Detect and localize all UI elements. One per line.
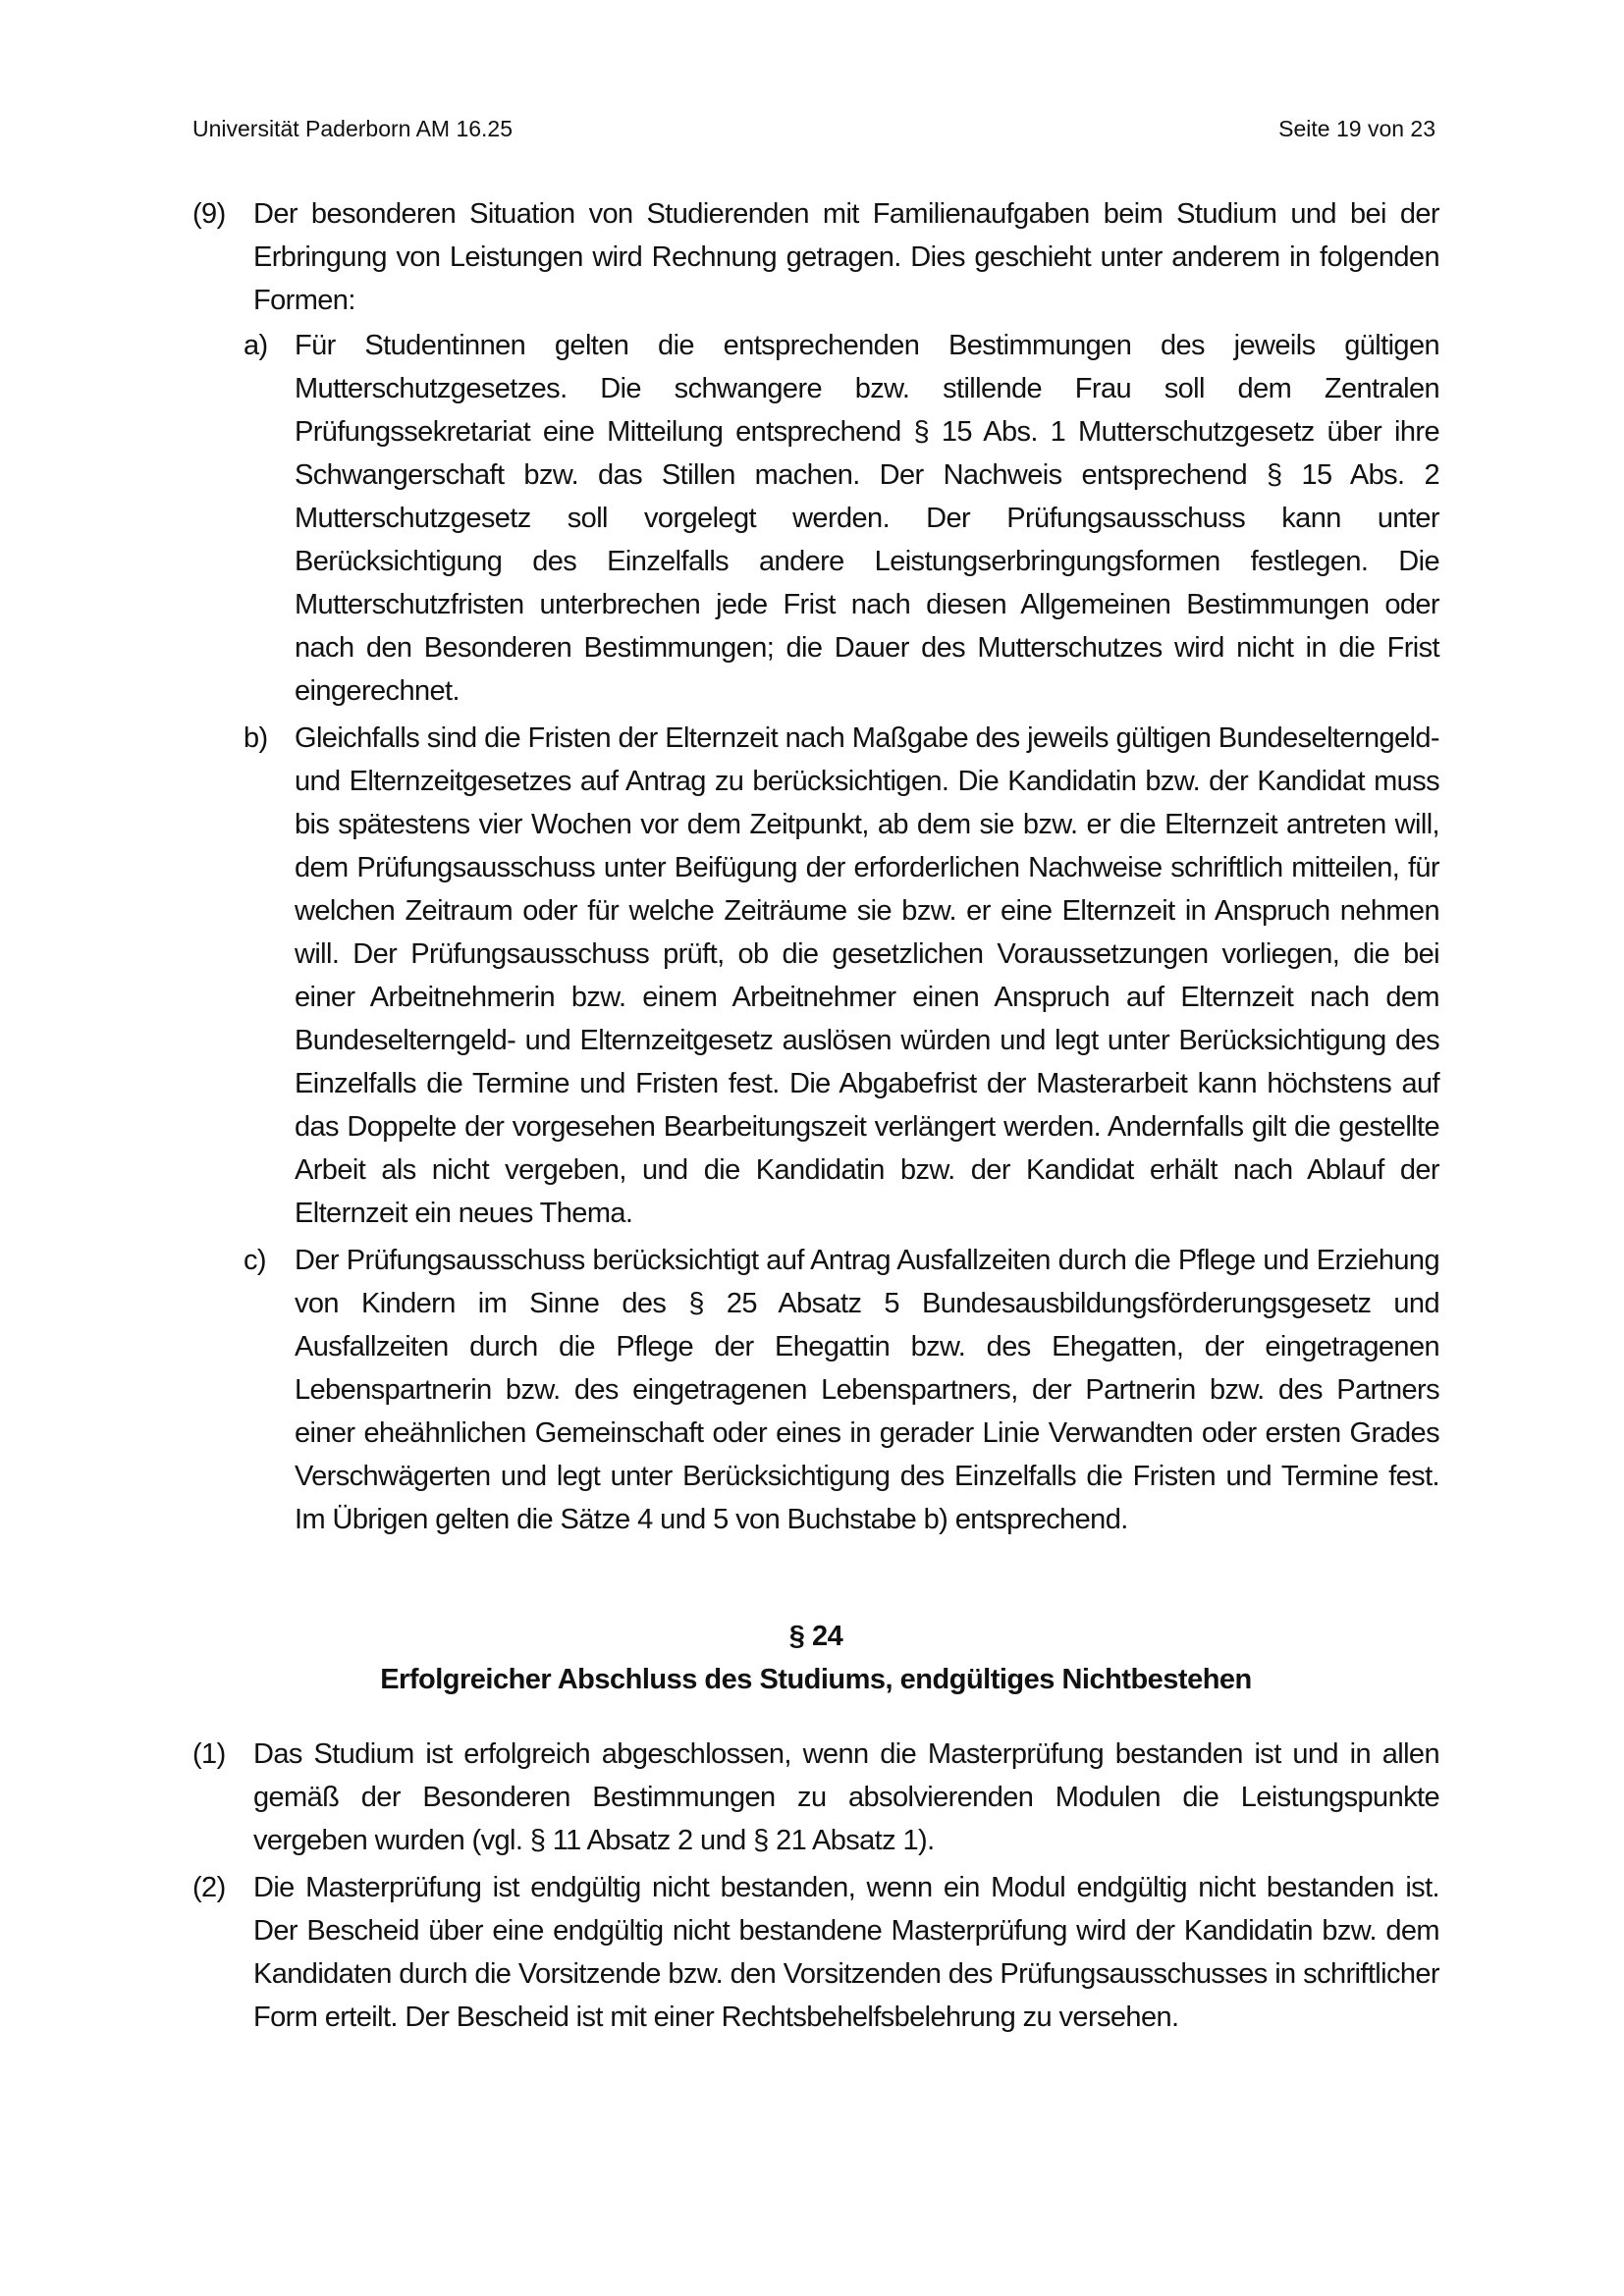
section-24-paragraph-2	[192, 1866, 1439, 2039]
section-24-paragraph-1	[192, 1733, 1439, 1862]
list-item-text: Der Prüfungsausschuss berücksichtigt auf Antrag Ausfallzeiten durch die Pflege und Erziehung von Kindern im Sinne des § 25 Absatz 5 Bundesausbildungsförderungsgesetz und Ausfallzeiten durch die Pflege der Ehegattin bzw. des Ehegatten, der eingetragenen Lebenspartnerin bzw. des eingetragenen Lebenspartners, der Partnerin bzw. des Partners einer eheähnlichen Gemeinschaft oder eines in gerader Linie Verwandten oder ersten Grades Verschwägerten und legt unter Berücksichtigung des Einzelfalls die Fristen und Termine fest. Im Übrigen gelten die Sätze 4 und 5 von Buchstabe b) entsprechend.	[295, 1245, 1439, 1535]
paragraph-9	[192, 192, 1439, 322]
section-title: Erfolgreicher Abschluss des Studiums, endgültiges Nichtbestehen	[380, 1664, 1252, 1695]
list-item-c	[244, 1239, 1439, 1541]
paragraph-number: (1)	[192, 1738, 226, 1770]
header-document-reference: Universität Paderborn AM 16.25	[192, 116, 514, 141]
paragraph-number: (9)	[192, 198, 226, 230]
header-page-number: Seite 19 von 23	[1278, 116, 1435, 141]
paragraph-text: Das Studium ist erfolgreich abgeschlossen, wenn die Masterprüfung bestanden ist und in allen gemäß der Besonderen Bestimmungen zu absolvierenden Modulen die Leistungspunkte vergeben wurden (vgl. § 11 Absatz 2 und § 21 Absatz 1).	[253, 1738, 1439, 1856]
list-item-text: Gleichfalls sind die Fristen der Elternzeit nach Maßgabe des jeweils gültigen Bundeselterngeld- und Elternzeitgesetzes auf Antrag zu berücksichtigen. Die Kandidatin bzw. der Kandidat muss bis spätestens vier Wochen vor dem Zeitpunkt, ab dem sie bzw. er die Elternzeit antreten will, dem Prüfungsausschuss unter Beifügung der erforderlichen Nachweise schriftlich mitteilen, für welchen Zeitraum oder für welche Zeiträume sie bzw. er eine Elternzeit in Anspruch nehmen will. Der Prüfungsausschuss prüft, ob die gesetzlichen Voraussetzungen vorliegen, die bei einer Arbeitnehmerin bzw. einem Arbeitnehmer einen Anspruch auf Elternzeit nach dem Bundeselterngeld- und Elternzeitgesetz auslösen würden und legt unter Berücksichtigung des Einzelfalls die Termine und Fristen fest. Die Abgabefrist der Masterarbeit kann höchstens auf das Doppelte der vorgesehen Bearbeitungszeit verlängert werden. Andernfalls gilt die gestellte Arbeit als nicht vergeben, und die Kandidatin bzw. der Kandidat erhält nach Ablauf der Elternzeit ein neues Thema.	[295, 722, 1439, 1229]
list-item-label: c)	[244, 1245, 266, 1276]
paragraph-text: Der besonderen Situation von Studierenden mit Familienaufgaben beim Studium und bei der Erbringung von Leistungen wird Rechnung getragen. Dies geschieht unter anderem in folgenden Formen:	[253, 198, 1439, 316]
section-24-paragraphs	[192, 1733, 1439, 2039]
list-item-a	[244, 324, 1439, 713]
list-item-b	[244, 717, 1439, 1235]
paragraph-text: Die Masterprüfung ist endgültig nicht bestanden, wenn ein Modul endgültig nicht bestanden ist. Der Bescheid über eine endgültig nicht bestandene Masterprüfung wird der Kandidatin bzw. dem Kandidaten durch die Vorsitzende bzw. den Vorsitzenden des Prüfungsausschusses in schriftlicher Form erteilt. Der Bescheid ist mit einer Rechtsbehelfsbelehrung zu versehen.	[253, 1872, 1439, 2033]
paragraph-number: (2)	[192, 1872, 226, 1903]
page-header	[192, 114, 1435, 143]
list-item-label: b)	[244, 722, 268, 754]
section-number: § 24	[788, 1621, 843, 1652]
list-item-label: a)	[244, 330, 268, 361]
list-item-text: Für Studentinnen gelten die entsprechenden Bestimmungen des jeweils gültigen Mutterschutzgesetzes. Die schwangere bzw. stillende Frau soll dem Zentralen Prüfungssekretariat eine Mitteilung entsprechend § 15 Abs. 1 Mutterschutzgesetz über ihre Schwangerschaft bzw. das Stillen machen. Der Nachweis entsprechend § 15 Abs. 2 Mutterschutzgesetz soll vorgelegt werden. Der Prüfungsausschuss kann unter Berücksichtigung des Einzelfalls andere Leistungserbringungsformen festlegen. Die Mutterschutzfristen unterbrechen jede Frist nach diesen Allgemeinen Bestimmungen oder nach den Besonderen Bestimmungen; die Dauer des Mutterschutzes wird nicht in die Frist eingerechnet.	[295, 330, 1439, 707]
paragraph-9-block	[192, 192, 1439, 1541]
